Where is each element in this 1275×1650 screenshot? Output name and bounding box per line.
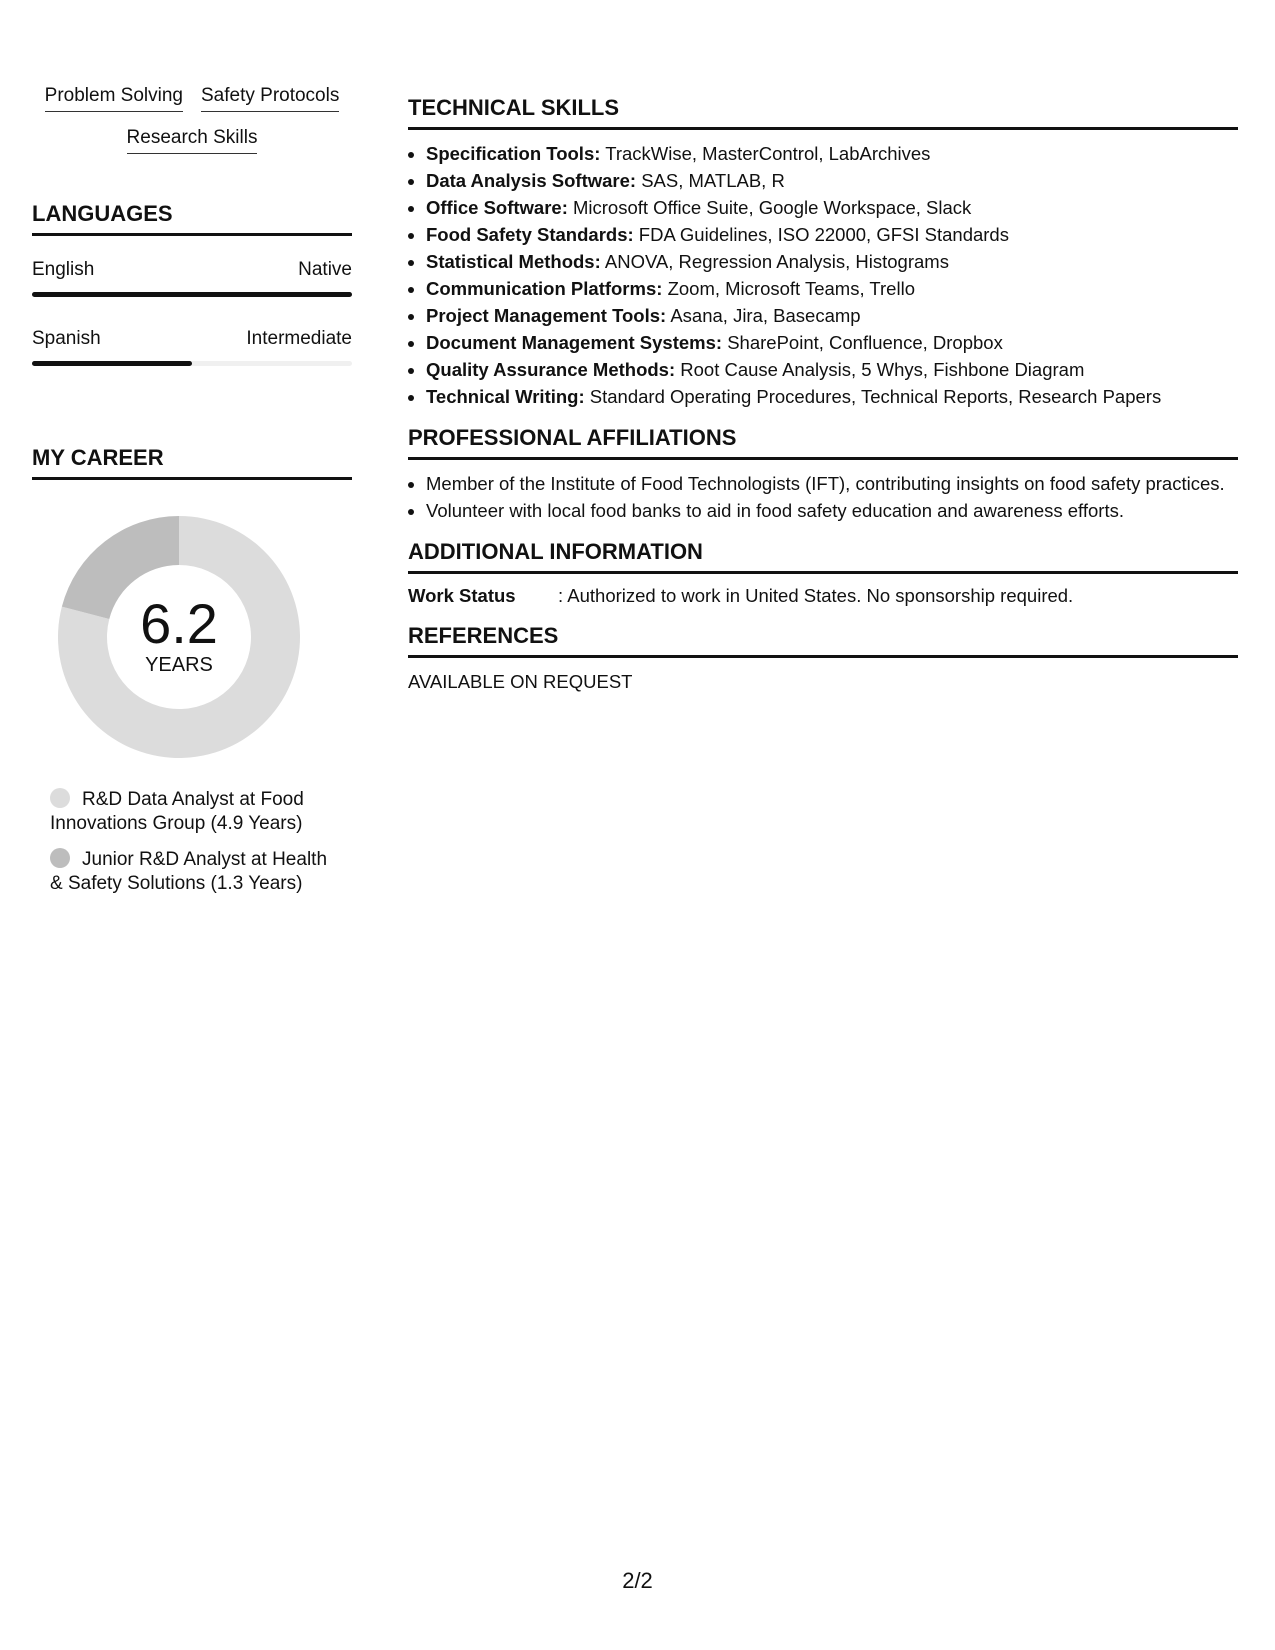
page-number: 2/2 [622,1568,653,1593]
affiliations-section [408,424,1238,524]
work-status-label: Work Status [408,585,516,606]
skill-value: Root Cause Analysis, 5 Whys, Fishbone Diagram [680,359,1085,380]
affiliations-title: PROFESSIONAL AFFILIATIONS [408,424,1238,460]
list-item: • Volunteer with local food banks to aid in food safety education and awareness efforts. [426,497,1238,524]
language-row [32,327,352,351]
work-status-value: : Authorized to work in United States. No sponsorship required. [558,585,1074,606]
technical-skills-title: TECHNICAL SKILLS [408,94,1238,130]
technical-skills-list [408,140,1238,410]
skill-value: FDA Guidelines, ISO 22000, GFSI Standards [638,224,1009,245]
list-item [426,221,1238,248]
skills-tags [32,84,352,154]
list-item [426,356,1238,383]
list-item [426,302,1238,329]
skill-label: Document Management Systems: [426,332,723,353]
affiliations-list [408,470,1238,524]
list-item [426,275,1238,302]
list-item [426,383,1238,410]
total-years-unit: YEARS [145,654,213,676]
skill-value: Zoom, Microsoft Teams, Trello [667,278,915,299]
left-column [32,84,352,908]
donut-center [54,594,304,676]
list-item [426,329,1238,356]
total-years-value: 6.2 [140,592,218,655]
skill-value: Standard Operating Procedures, Technical Reports, Research Papers [589,386,1162,407]
career-legend [32,788,352,896]
skill-label: Quality Assurance Methods: [426,359,676,380]
language-level: Native [298,259,352,280]
skill-value: Microsoft Office Suite, Google Workspace, Slack [573,197,972,218]
legend-dot-icon [50,788,70,808]
skill-label: Project Management Tools: [426,305,667,326]
additional-info-section [408,538,1238,608]
references-title: REFERENCES [408,622,1238,658]
list-item [426,167,1238,194]
language-row [32,258,352,282]
work-status-row [408,584,1238,608]
skill-value: SAS, MATLAB, R [641,170,785,191]
legend-item [50,788,340,836]
language-bar-fill [32,292,352,297]
skill-label: Statistical Methods: [426,251,601,272]
right-column [408,94,1238,708]
skill-label: Data Analysis Software: [426,170,637,191]
skill-value: ANOVA, Regression Analysis, Histograms [604,251,949,272]
list-item: • Member of the Institute of Food Technologists (IFT), contributing insights on food safety practices. [426,470,1238,497]
career-title: MY CAREER [32,444,352,480]
list-item [426,248,1238,275]
career-section [32,444,352,896]
languages-title: LANGUAGES [32,200,352,236]
career-donut-chart [54,512,304,762]
skill-label: Specification Tools: [426,143,601,164]
language-name: Spanish [32,328,101,349]
skill-tag: Research Skills [127,126,258,154]
skill-label: Communication Platforms: [426,278,663,299]
skill-tag: Safety Protocols [201,84,339,112]
skill-value: Asana, Jira, Basecamp [670,305,861,326]
technical-skills-section [408,94,1238,410]
languages-section [32,200,352,366]
skill-label: Technical Writing: [426,386,585,407]
legend-item [50,848,340,896]
references-text: AVAILABLE ON REQUEST [408,671,633,692]
references-section [408,622,1238,694]
legend-dot-icon [50,848,70,868]
legend-label: R&D Data Analyst at Food Innovations Group (4.9 Years) [50,789,304,834]
skill-value: SharePoint, Confluence, Dropbox [727,332,1003,353]
skill-label: Office Software: [426,197,568,218]
additional-info-title: ADDITIONAL INFORMATION [408,538,1238,574]
list-item [426,194,1238,221]
language-bar-fill [32,361,192,366]
skill-tag: Problem Solving [45,84,183,112]
language-level: Intermediate [246,328,352,349]
skill-value: TrackWise, MasterControl, LabArchives [605,143,931,164]
language-bar [32,361,352,366]
legend-label: Junior R&D Analyst at Health & Safety Solutions (1.3 Years) [50,849,328,894]
language-bar [32,292,352,297]
list-item [426,140,1238,167]
skill-label: Food Safety Standards: [426,224,634,245]
language-name: English [32,259,95,280]
